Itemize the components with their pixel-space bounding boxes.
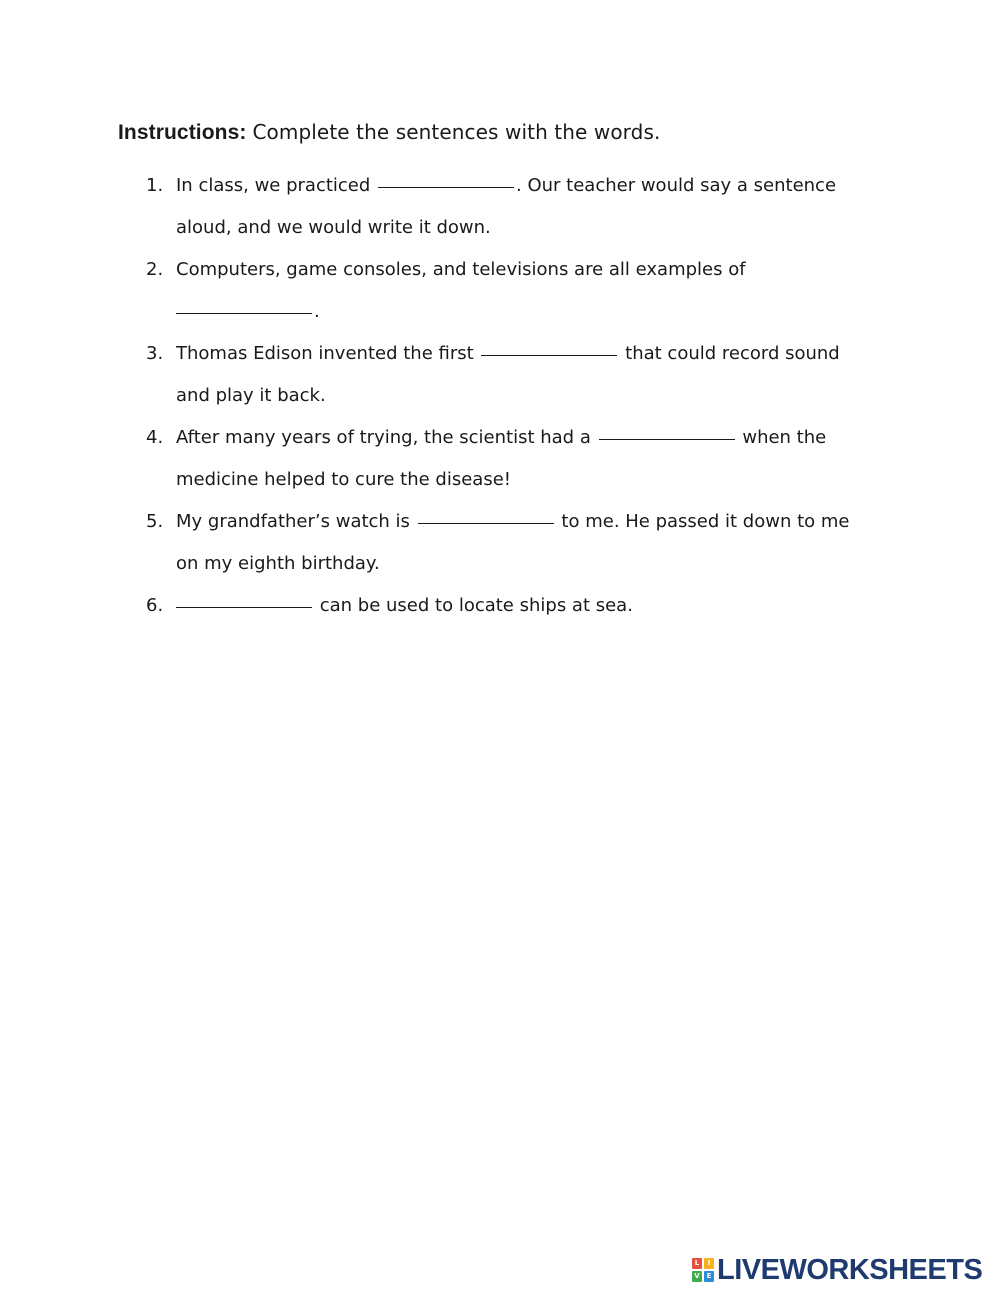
question-text: . Our teacher would say a sentence <box>516 175 837 196</box>
question-text: My grandfather’s watch is <box>176 511 410 532</box>
question-3 <box>0 333 1000 417</box>
question-text: to me. He passed it down to me <box>561 511 850 532</box>
question-number: 2. <box>146 259 164 280</box>
question-number: 6. <box>146 595 164 616</box>
logo-tile: L <box>692 1258 702 1269</box>
question-text: After many years of trying, the scientist had a <box>176 427 591 448</box>
brand-name: LIVEWORKSHEETS <box>717 1253 983 1286</box>
question-text: medicine helped to cure the disease! <box>176 469 512 490</box>
question-text: that could record sound <box>625 343 840 364</box>
question-6 <box>0 585 1000 627</box>
question-text: . <box>314 301 320 322</box>
question-text: can be used to locate ships at sea. <box>319 595 633 616</box>
answer-blank-5[interactable] <box>418 522 554 524</box>
question-number: 1. <box>146 175 164 196</box>
liveworksheets-logo-icon <box>692 1258 714 1282</box>
instructions <box>118 120 660 145</box>
instructions-text: Complete the sentences with the words. <box>252 120 661 144</box>
question-text: and play it back. <box>176 385 326 406</box>
logo-tile: E <box>704 1271 714 1282</box>
instructions-label: Instructions: <box>118 121 247 144</box>
answer-blank-3[interactable] <box>481 354 617 356</box>
liveworksheets-brand[interactable] <box>692 1253 983 1286</box>
logo-tile: I <box>704 1258 714 1269</box>
question-list <box>0 165 1000 627</box>
question-number: 3. <box>146 343 164 364</box>
question-4 <box>0 417 1000 501</box>
logo-tile: V <box>692 1271 702 1282</box>
question-text: Thomas Edison invented the first <box>176 343 474 364</box>
question-text: on my eighth birthday. <box>176 553 380 574</box>
answer-blank-2[interactable] <box>176 312 312 314</box>
answer-blank-4[interactable] <box>599 438 735 440</box>
question-text: Computers, game consoles, and televisions are all examples of <box>176 259 746 280</box>
question-number: 5. <box>146 511 164 532</box>
answer-blank-6[interactable] <box>176 606 312 608</box>
question-5 <box>0 501 1000 585</box>
answer-blank-1[interactable] <box>378 186 514 188</box>
question-text: when the <box>742 427 827 448</box>
question-number: 4. <box>146 427 164 448</box>
question-text: aloud, and we would write it down. <box>176 217 491 238</box>
question-2 <box>0 249 1000 333</box>
question-1 <box>0 165 1000 249</box>
question-text: In class, we practiced <box>176 175 371 196</box>
